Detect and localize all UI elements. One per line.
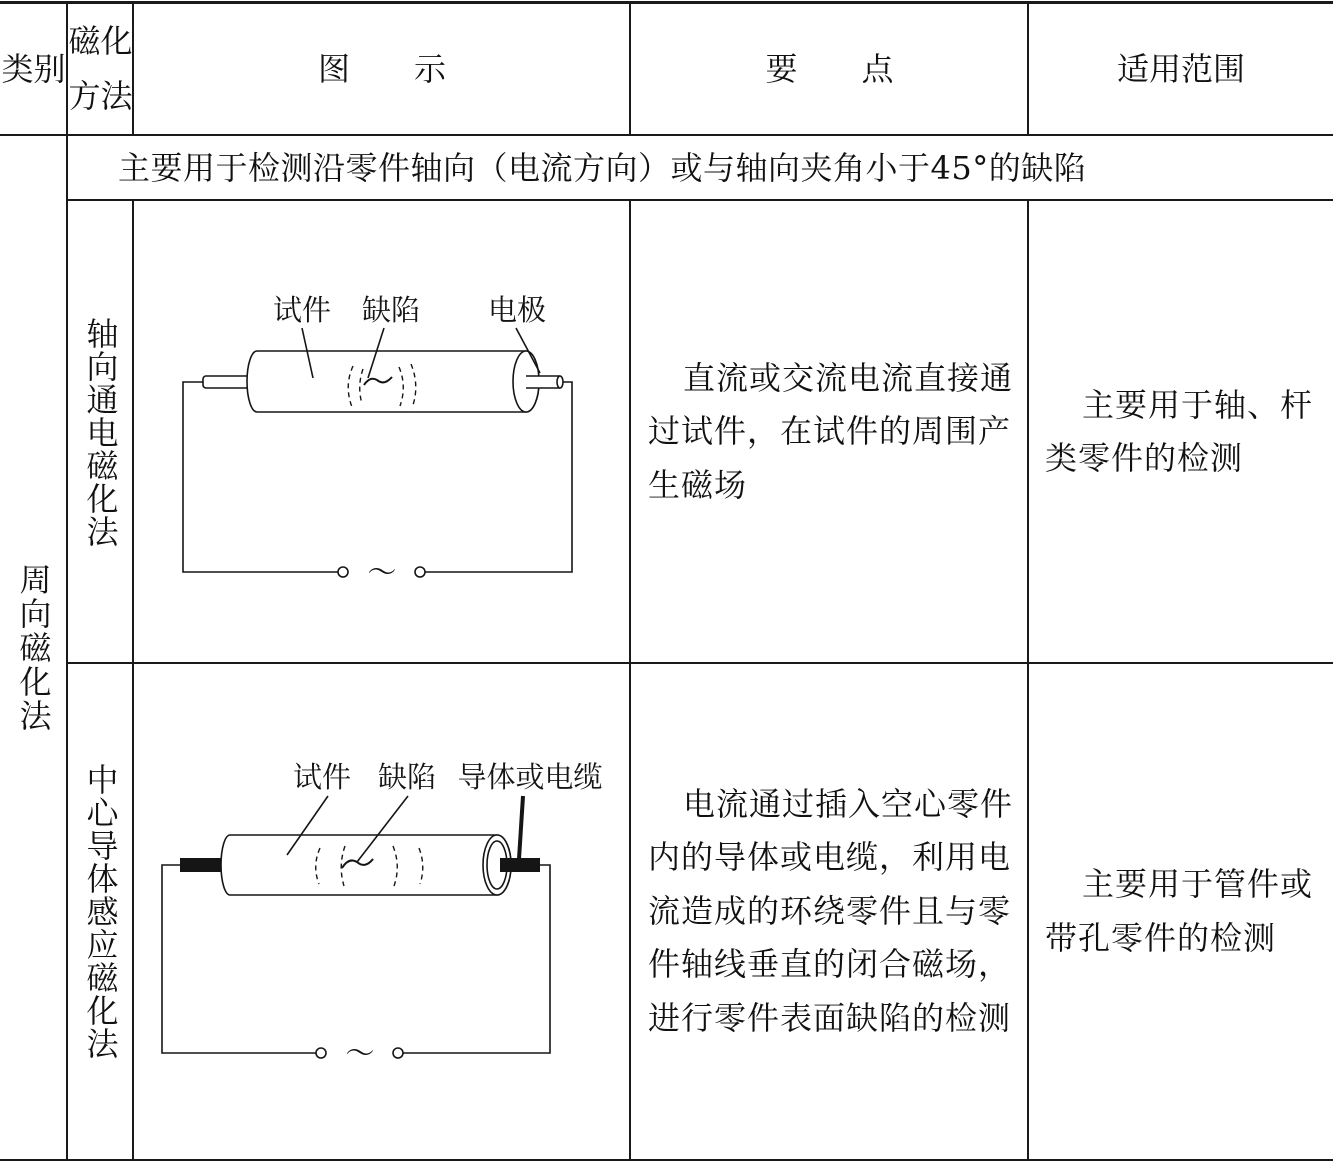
right-electrode-rod: [526, 376, 560, 388]
row2-key-points-line: 进行零件表面缺陷的检测: [648, 998, 1012, 1037]
row2-key-points-line: 流造成的环绕零件且与零: [648, 891, 1012, 930]
row2-scope-line: 带孔零件的检测: [1045, 918, 1277, 957]
row1-key-points-line: 直流或交流电流直接通: [683, 358, 1014, 397]
header-method-line-2: 方法: [68, 77, 133, 115]
header-category: [0, 4, 67, 134]
row1-key-points-line: 生磁场: [648, 465, 748, 504]
category-text: 周向磁化法: [14, 562, 53, 733]
defect-label: 缺陷: [361, 293, 421, 327]
row1-scope-line: 类零件的检测: [1045, 439, 1244, 477]
row2-key-points-line: 件轴线垂直的闭合磁场，: [648, 945, 1012, 984]
ac-source-symbol: ～: [367, 555, 397, 589]
header-scope-text: 适用范围: [1116, 50, 1245, 88]
conductor-leader-line: [519, 796, 523, 859]
header-scope: [1029, 4, 1333, 134]
specimen-cylinder: [247, 351, 539, 412]
header-category-text: 类别: [1, 50, 66, 88]
row1-method-text: 轴向通电磁化法: [81, 316, 120, 548]
defect-label: 缺陷: [377, 760, 437, 794]
right-conductor-bar: [500, 858, 540, 872]
power-terminal-right: [415, 567, 425, 577]
row2-key-points-line: 内的导体或电缆，利用电: [648, 838, 1012, 877]
category-note: [68, 136, 1333, 199]
left-electrode-rod: [203, 376, 253, 388]
row2-method-text: 中心导体感应磁化法: [81, 763, 120, 1060]
specimen-label: 试件: [292, 760, 352, 794]
specimen-label: 试件: [272, 293, 332, 327]
header-figure: [134, 4, 630, 134]
header-key-points: [631, 4, 1028, 134]
header-figure-text: 图 示: [317, 50, 446, 88]
row1-scope-line: 主要用于轴、杆: [1082, 385, 1314, 424]
electrode-label: 电极: [487, 293, 547, 327]
header-method: [68, 4, 133, 134]
category-note-text: 主要用于检测沿零件轴向（电流方向）或与轴向夹角小于45°的缺陷: [118, 148, 1087, 187]
central-conductor-figure: [134, 664, 630, 1159]
row1-scope: [1029, 201, 1333, 663]
row2-scope: [1029, 664, 1333, 1159]
row2-key-points-line: 电流通过插入空心零件: [683, 784, 1014, 823]
conductor-label: 导体或电缆: [457, 760, 603, 794]
row2-scope-line: 主要用于管件或: [1082, 865, 1314, 903]
power-terminal-left: [316, 1048, 326, 1058]
row1-method: [68, 201, 133, 663]
power-terminal-left: [338, 567, 348, 577]
row2-method: [68, 664, 133, 1159]
row2-key-points: [631, 664, 1028, 1159]
axial-magnetization-figure: [134, 201, 630, 663]
row1-key-points-line: 过试件，在试件的周围产: [648, 412, 1012, 451]
right-electrode-cap: [557, 376, 563, 388]
header-key-points-text: 要 点: [765, 50, 894, 88]
header-method-line-1: 磁化: [68, 22, 133, 60]
ac-source-symbol: ～: [345, 1036, 375, 1070]
power-terminal-right: [393, 1048, 403, 1058]
category-cell: [0, 136, 67, 1159]
table-rule-bottom: [0, 1159, 1333, 1161]
row1-key-points: [631, 201, 1028, 663]
